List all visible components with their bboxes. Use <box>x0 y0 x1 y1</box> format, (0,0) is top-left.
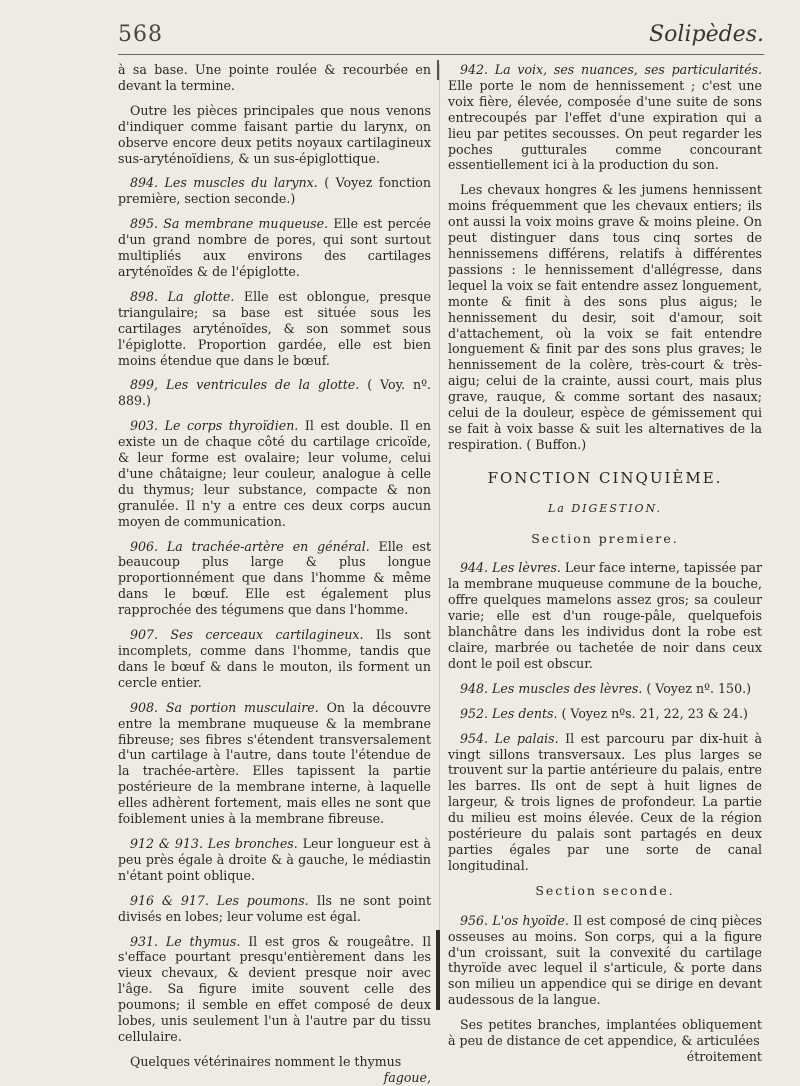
header-rule <box>118 54 764 55</box>
entry-label: 908. Sa portion musculaire. <box>130 699 319 715</box>
paragraph <box>118 175 431 207</box>
entry-label: 952. Les dents. <box>460 705 558 721</box>
paragraph <box>448 731 762 874</box>
entry-text: Il est parcouru par dix-huit à vingt sillons transversaux. Les plus larges se trouvent sur la partie antérieure du palais, entre les barres. Ils ont de sept à huit lignes de largeur, & trois lignes de profondeur. La partie du milieu est moins élevée. Ceux de la région postérieure du palais sont partagés en deux parties égales par une sorte de canal longitudinal. <box>448 730 762 873</box>
subject-heading: La DIGESTION. <box>548 501 662 515</box>
right-paragraphs-a <box>448 62 762 453</box>
paragraph <box>448 1017 762 1049</box>
entry-text: Elle porte le nom de hennissement ; c'est une voix fière, élevée, composée d'une suite de sons entrecoupés par l'effet d'une expiration qui a lieu par petites secousses. On peut regarder les poches gutturales comme concourant essentiellement ici à la production du son. <box>448 77 762 173</box>
paragraph <box>118 1054 431 1070</box>
entry-text: Ses petites branches, implantées obliquement à peu de distance de cet appendice, & articulées <box>448 1017 762 1049</box>
page-number: 568 <box>118 22 163 47</box>
entry-label: 895. Sa membrane muqueuse. <box>130 216 329 232</box>
entry-text: Quelques vétérinaires nomment le thymus <box>130 1053 402 1069</box>
entry-text: ( Voyez nºs. 21, 22, 23 & 24.) <box>557 705 748 721</box>
paragraph <box>118 62 431 94</box>
section-heading: Section seconde. <box>535 882 675 898</box>
catchword: étroitement <box>686 1048 762 1064</box>
entry-label: 906. La trachée-artère en général. <box>130 538 370 554</box>
entry-label: 942. La voix, ses nuances, ses particularités. <box>460 62 762 77</box>
entry-label: 907. Ses cerceaux cartilagineux. <box>130 627 364 643</box>
right-paragraphs-c <box>448 913 762 1049</box>
column-divider <box>439 64 440 944</box>
page-header <box>118 22 764 56</box>
right-paragraphs-b <box>448 560 762 873</box>
entry-label: 903. Le corps thyroïdien. <box>130 418 299 434</box>
entry-text: Il est double. Il en existe un de chaque côté du cartilage cricoïde, & leur forme est ovalaire; leur volume, celui d'une châtaigne; leur couleur, analogue à celle du thymus; leur substance, compacte & non granulée. Il n'y a entre ces deux corps aucun moyen de communication. <box>118 418 431 529</box>
paragraph <box>118 627 431 691</box>
paragraph <box>118 103 431 167</box>
catchword: fagoue, <box>383 1069 431 1085</box>
entry-text: On la découvre entre la membrane muqueuse & la membrane fibreuse; ses fibres s'étendent transversalement d'un cartilage à l'autre, dans toute l'étendue de la trachée-artère. Elles tapissent la partie postérieure de la membrane interne, à laquelle elles adhèrent fortement, mais elles ne sont que foiblement unies à la membrane fibreuse. <box>118 699 431 827</box>
entry-label: 898. La glotte. <box>130 288 235 304</box>
entry-label: 899, Les ventricules de la glotte. <box>130 377 360 393</box>
paragraph <box>448 62 762 173</box>
entry-text: Il est gros & rougeâtre. Il s'efface pourtant presqu'entièrement dans les vieux chevaux, & devient presque noir avec l'âge. Sa figure imite souvent celle des poumons; il semble en effet composé de deux lobes, unis seulement l'un à l'autre par du tissu cellulaire. <box>118 933 431 1044</box>
paragraph <box>118 418 431 529</box>
entry-label: 916 & 917. Les poumons. <box>130 892 309 908</box>
paragraph <box>448 681 762 697</box>
section-heading: Section premiere. <box>531 530 679 546</box>
entry-text: Elle est oblongue, presque triangulaire; sa base est située sous les cartilages aryténoïdes, & son sommet sous l'épiglotte. Proportion gardée, elle est bien moins étendue que dans le bœuf. <box>118 288 431 368</box>
entry-label: 931. Le thymus. <box>130 933 241 949</box>
paragraph <box>118 893 431 925</box>
entry-text: Les chevaux hongres & les jumens hennissent moins fréquemment que les chevaux entiers; ils ont aussi la voix moins grave & moins pleine. On peut distinguer dans tous cinq sortes de hennissemens différens, relatifs à différentes passions : le hennissement d'allégresse, dans lequel la voix se fait entendre assez longuement, monte & finit à des sons plus aigus; le hennissement du desir, soit d'amour, soit d'attachement, où la voix se fait entendre longuement & finit par des sons plus graves; le hennissement de la colère, très-court & très-aigu; celui de la crainte, aussi court, mais plus grave, rauque, & comme sortant des nasaux; celui de la douleur, espèce de gémissement qui se fait à voix basse & suit les alternatives de la respiration. ( Buffon.) <box>448 182 762 452</box>
binding-mark <box>436 930 440 1010</box>
entry-text: Outre les pièces principales que nous venons d'indiquer comme faisant partie du larynx, on observe encore deux petits noyaux cartilagineux sus-aryténoïdiens, & un sus-épiglottique. <box>118 102 431 166</box>
chapter-heading: FONCTION CINQUIÈME. <box>487 468 723 487</box>
entry-label: 912 & 913. Les bronches. <box>130 835 298 851</box>
paragraph <box>118 216 431 280</box>
entry-text: à sa base. Une pointe roulée & recourbée en devant la termine. <box>118 62 431 93</box>
entry-text: ( Voyez nº. 150.) <box>642 680 751 696</box>
paragraph <box>448 560 762 671</box>
entry-text: Leur longueur est à peu près égale à droite & à gauche, le médiastin n'étant point oblique. <box>118 835 431 883</box>
entry-label: 956. L'os hyoïde. <box>460 912 569 928</box>
entry-text: ( Voy. nº. 889.) <box>118 377 431 409</box>
entry-text: ( Voyez fonction première, section seconde.) <box>118 175 431 207</box>
running-title: Solipèdes. <box>649 22 764 47</box>
paragraph <box>448 182 762 452</box>
binding-mark <box>437 60 439 80</box>
paragraph <box>118 934 431 1045</box>
entry-label: 894. Les muscles du larynx. <box>130 175 318 191</box>
entry-text: Elle est beaucoup plus large & plus longue proportionnément que dans l'homme & même dans le bœuf. Elle est également plus rapprochée des tégumens que dans l'homme. <box>118 538 432 618</box>
entry-text: Il est composé de cinq pièces osseuses au moins. Son corps, qui a la figure d'un croissant, suit la convexité du cartilage thyroïde avec lequel il s'articule, & porte dans son milieu un appendice qui se dirige en devant audessous de la langue. <box>448 912 762 1008</box>
paragraph <box>118 700 431 827</box>
right-column <box>448 62 762 1065</box>
paragraph <box>118 539 431 619</box>
entry-text: Elle est percée d'un grand nombre de pores, qui sont surtout multipliés aux environs des cartilages aryténoïdes & de l'épiglotte. <box>118 216 432 279</box>
entry-text: Ils ne sont point divisés en lobes; leur volume est égal. <box>118 892 432 924</box>
paragraph <box>118 377 431 409</box>
paragraph <box>118 289 431 369</box>
left-paragraphs <box>118 62 431 1070</box>
entry-label: 944. Les lèvres. <box>460 560 561 576</box>
entry-label: 954. Le palais. <box>460 730 559 746</box>
entry-text: Ils sont incomplets, comme dans l'homme, tandis que dans le bœuf & dans le mouton, ils forment un cercle entier. <box>118 627 431 690</box>
entry-text: Leur face interne, tapissée par la membrane muqueuse commune de la bouche, offre quelques mamelons assez gros; sa couleur varie; elle est d'un rouge-pâle, quelquefois blanchâtre dans les individus dont la robe est claire, marbrée ou tachetée de noir dans ceux dont le poil est obscur. <box>448 560 762 671</box>
paragraph <box>448 706 762 722</box>
paragraph <box>448 913 762 1008</box>
paragraph <box>118 836 431 884</box>
left-column <box>118 62 431 1086</box>
entry-label: 948. Les muscles des lèvres. <box>460 680 643 696</box>
